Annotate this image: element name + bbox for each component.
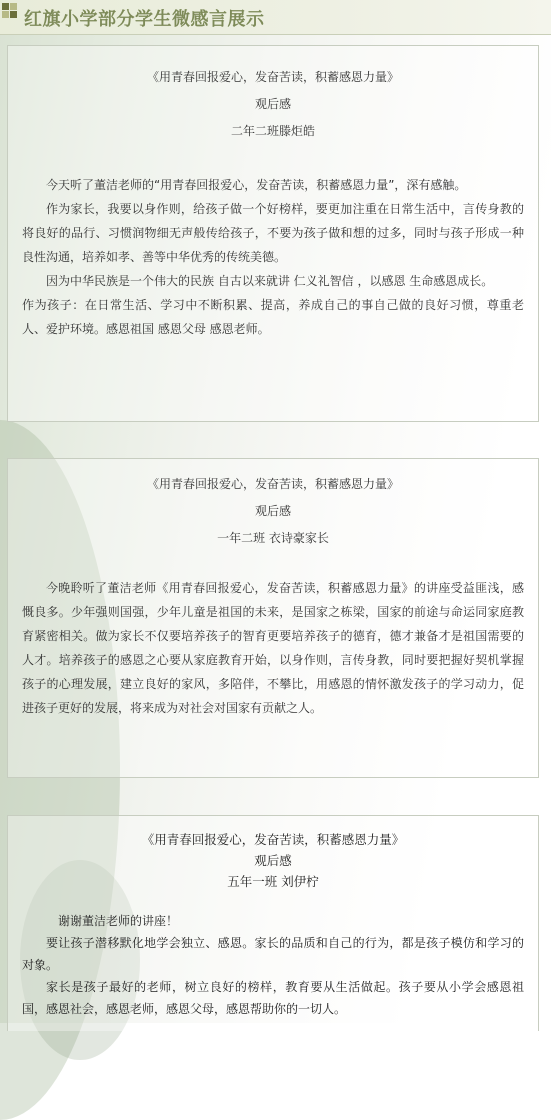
testimonial-card-1	[7, 45, 539, 422]
card-paragraph: 要让孩子潜移默化地学会独立、感恩。家长的品质和自己的行为，都是孩子模仿和学习的对象。	[22, 936, 524, 972]
card-paragraph: 谢谢董洁老师的讲座！	[58, 914, 179, 928]
card-paragraph: 家长是孩子最好的老师，树立良好的榜样，教育要从生活做起。孩子要从小学会感恩祖国，感恩社会，感恩老师，感恩父母，感恩帮助你的一切人。	[22, 980, 524, 1016]
card-subtitle: 观后感	[254, 853, 292, 868]
card-author: 二年二班滕炬皓	[230, 124, 315, 138]
page-header	[0, 0, 551, 35]
page-title: 红旗小学部分学生微感言展示	[24, 9, 265, 30]
testimonial-card-2	[7, 458, 539, 778]
squares-logo-icon	[2, 3, 20, 21]
card-paragraph: 因为中华民族是一个伟大的民族 自古以来就讲 仁义礼智信 ，以感恩 生命感恩成长。	[46, 274, 494, 288]
card-paragraph: 今晚聆听了董洁老师《用青春回报爱心，发奋苦读，积蓄感恩力量》的讲座受益匪浅，感慨良多。少年强则国强，少年儿童是祖国的未来，是国家之栋梁，国家的前途与命运同家庭教育紧密相关。做为家长不仅要培养孩子的智育更要培养孩子的德育，德才兼备才是祖国需要的人才。培养孩子的感恩之心要从家庭教育开始，以身作则，言传身教，同时要把握好契机掌握孩子的心理发展，建立良好的家风，多陪伴，不攀比，用感恩的情怀激发孩子的学习动力，促进孩子更好的发展，将来成为对社会对国家有贡献之人。	[22, 581, 524, 715]
card-title: 《用青春回报爱心，发奋苦读，积蓄感恩力量》	[141, 832, 405, 847]
card-author: 五年一班 刘伊柠	[227, 874, 319, 889]
testimonial-card-3	[7, 815, 539, 1031]
card-paragraph: 今天听了董洁老师的“用青春回报爱心，发奋苦读，积蓄感恩力量”，深有感触。	[46, 178, 467, 192]
card-author: 一年二班 衣诗豪家长	[217, 531, 329, 545]
card-subtitle: 观后感	[254, 504, 291, 518]
card-paragraph: 作为孩子：在日常生活、学习中不断积累、提高，养成自己的事自己做的良好习惯，尊重老人、爱护环境。感恩祖国 感恩父母 感恩老师。	[22, 298, 524, 336]
card-title: 《用青春回报爱心，发奋苦读，积蓄感恩力量》	[146, 477, 399, 491]
card-paragraph: 作为家长，我要以身作则，给孩子做一个好榜样，要更加注重在日常生活中，言传身教的将良好的品行、习惯润物细无声般传给孩子，不要为孩子做和想的过多，同时与孩子形成一种良性沟通，培养如孝、善等中华优秀的传统美德。	[22, 202, 524, 264]
card-subtitle: 观后感	[254, 97, 291, 111]
card-title: 《用青春回报爱心，发奋苦读，积蓄感恩力量》	[146, 70, 399, 84]
